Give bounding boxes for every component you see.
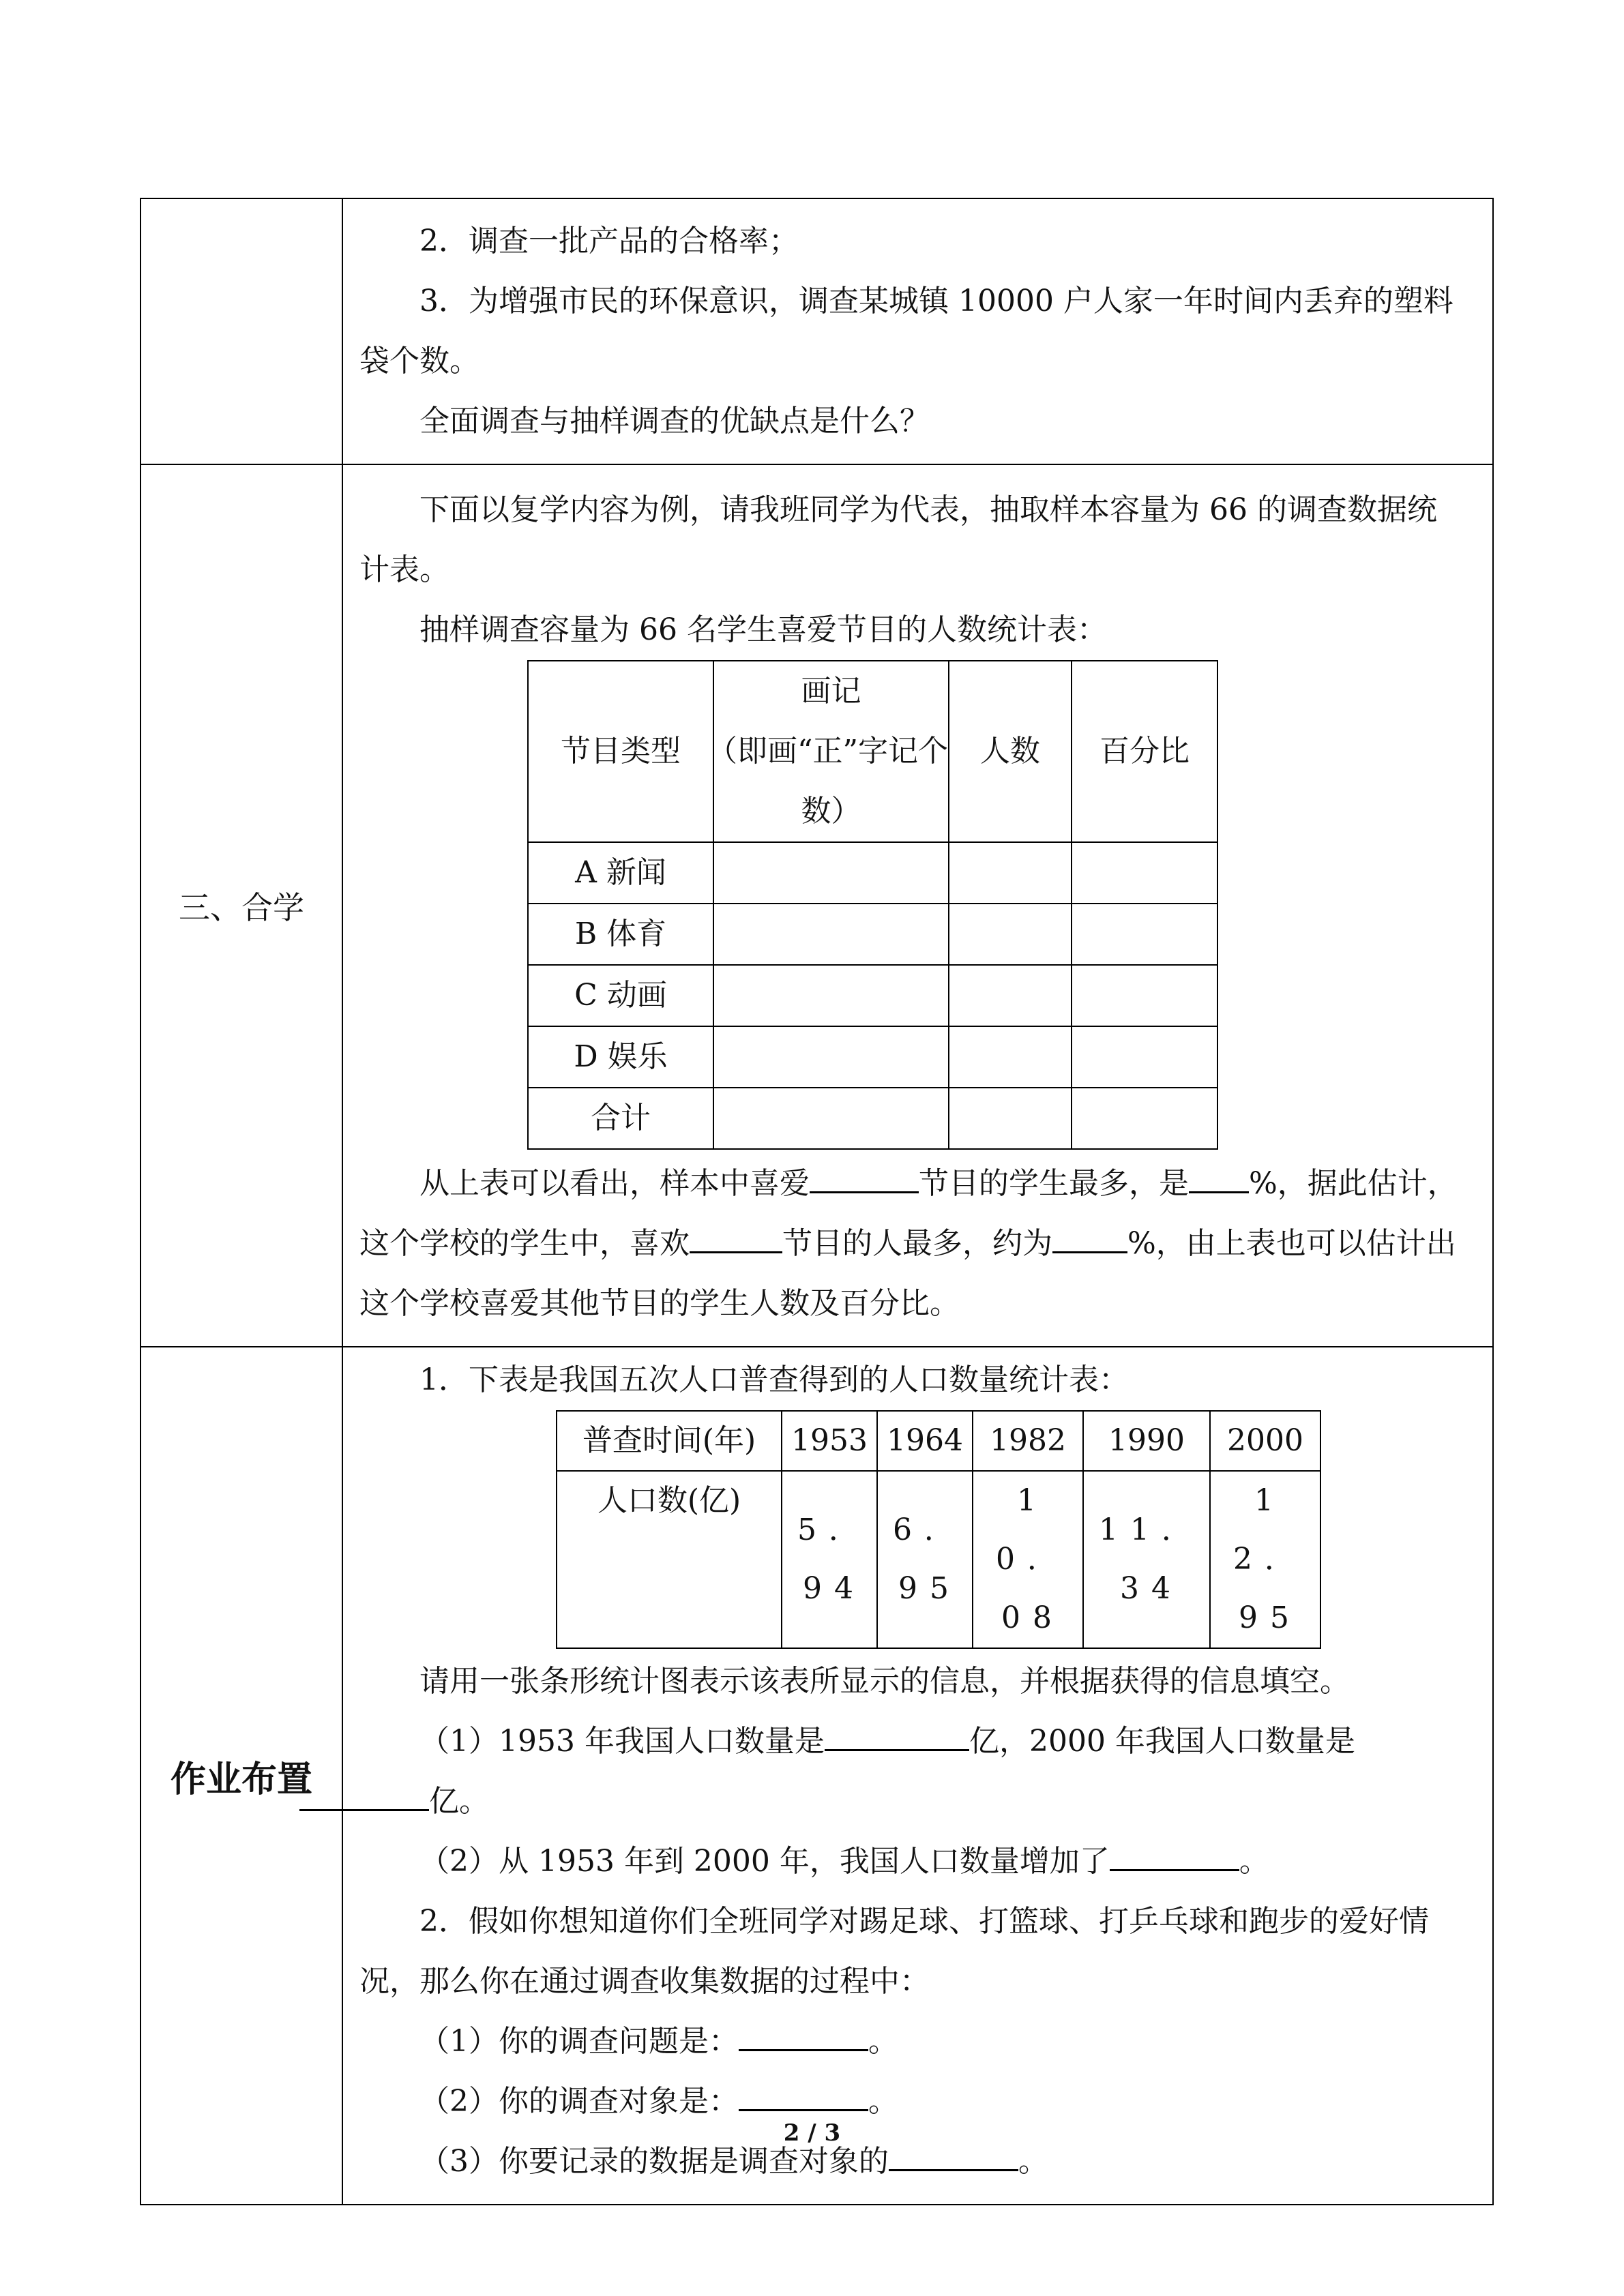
- blank-fill[interactable]: [825, 1722, 969, 1751]
- header-tally: 画记 （即画“正”字记个 数）: [713, 661, 949, 842]
- blank-fill[interactable]: [690, 1224, 782, 1253]
- lesson-plan-table: [140, 198, 1494, 2205]
- table-row: [528, 904, 1217, 965]
- census-year: 2000: [1210, 1411, 1320, 1471]
- row-label: 合计: [528, 1088, 713, 1149]
- table-row: [528, 842, 1217, 904]
- tally-cell[interactable]: [713, 1026, 949, 1088]
- header-program-type: 节目类型: [528, 661, 713, 842]
- census-year: 1990: [1083, 1411, 1210, 1471]
- count-cell[interactable]: [949, 842, 1072, 904]
- census-year: 1964: [877, 1411, 973, 1471]
- conclusion-text: 从上表可以看出，样本中喜爱 节目的学生最多，是 %，据此估计，这个学校的学生中，喜欢 节目的人最多，约为 %，由上表也可以估计出这个学校喜爱其他节目的学生人数及百分比。: [359, 1154, 1465, 1334]
- intro-text: 下面以复学内容为例，请我班同学为代表，抽取样本容量为 66 的调查数据统计表。: [359, 492, 1437, 587]
- table-caption: 抽样调查容量为 66 名学生喜爱节目的人数统计表：: [419, 612, 1107, 647]
- row-label: C 动画: [528, 965, 713, 1026]
- homework-q2-2: （2）你的调查对象是： 。: [359, 2072, 1465, 2132]
- row-label: B 体育: [528, 904, 713, 965]
- tally-cell[interactable]: [713, 965, 949, 1026]
- header-percentage: 百分比: [1072, 661, 1217, 842]
- section-label-homework: 作业布置: [141, 1347, 342, 2205]
- homework-q1-instruction: 请用一张条形统计图表示该表所显示的信息，并根据获得的信息填空。: [419, 1664, 1350, 1699]
- survey-table: [527, 660, 1218, 1150]
- census-year: 1953: [782, 1411, 877, 1471]
- survey-table-header: [528, 661, 1217, 842]
- table-row: [528, 1088, 1217, 1149]
- homework-q2: 2．假如你想知道你们全班同学对踢足球、打篮球、打乒乓球和跑步的爱好情况，那么你在通过调查收集数据的过程中：: [359, 1904, 1429, 1999]
- count-cell[interactable]: [949, 965, 1072, 1026]
- population-label: 人口数(亿): [557, 1471, 782, 1648]
- percent-cell[interactable]: [1072, 842, 1217, 904]
- blank-fill[interactable]: [739, 2082, 868, 2111]
- percent-cell[interactable]: [1072, 904, 1217, 965]
- row-label: D 娱乐: [528, 1026, 713, 1088]
- section-content-homework: [342, 1347, 1493, 2205]
- blank-fill[interactable]: [739, 2022, 868, 2051]
- population-value: 5．94: [782, 1471, 877, 1648]
- tally-cell[interactable]: [713, 904, 949, 965]
- population-value: 10．08: [973, 1471, 1083, 1648]
- count-cell[interactable]: [949, 1088, 1072, 1149]
- section-label-empty: [141, 198, 342, 464]
- example-line-2: 2．调查一批产品的合格率；: [419, 224, 799, 258]
- percent-cell[interactable]: [1072, 965, 1217, 1026]
- page-number: 2 / 3: [783, 2119, 841, 2147]
- question-pros-cons: 全面调查与抽样调查的优缺点是什么？: [419, 404, 930, 438]
- count-cell[interactable]: [949, 904, 1072, 965]
- percent-cell[interactable]: [1072, 1088, 1217, 1149]
- table-row: [528, 965, 1217, 1026]
- tally-cell[interactable]: [713, 1088, 949, 1149]
- blank-fill[interactable]: [810, 1164, 919, 1193]
- census-year-label: 普查时间(年): [557, 1411, 782, 1471]
- section-label-cooperative: 三、合学: [141, 464, 342, 1347]
- blank-fill[interactable]: [1110, 1842, 1239, 1871]
- homework-q2-3: （3）你要记录的数据是调查对象的 。: [359, 2132, 1465, 2192]
- population-value: 6．95: [877, 1471, 973, 1648]
- homework-q1-1: （1）1953 年我国人口数量是 亿，2000 年我国人口数量是 亿。: [359, 1712, 1465, 1832]
- example-line-3: 3．为增强市民的环保意识，调查某城镇 10000 户人家一年时间内丢弃的塑料袋个数。: [359, 284, 1453, 378]
- census-year: 1982: [973, 1411, 1083, 1471]
- blank-fill[interactable]: [1052, 1224, 1127, 1253]
- section-content-cooperative: [342, 464, 1493, 1347]
- population-table: [556, 1410, 1321, 1649]
- count-cell[interactable]: [949, 1026, 1072, 1088]
- header-count: 人数: [949, 661, 1072, 842]
- homework-q2-1: （1）你的调查问题是： 。: [359, 2012, 1465, 2072]
- homework-q1: 1．下表是我国五次人口普查得到的人口数量统计表：: [419, 1362, 1129, 1397]
- population-years-row: [557, 1411, 1320, 1471]
- table-row: [528, 1026, 1217, 1088]
- homework-q1-2: （2）从 1953 年到 2000 年，我国人口数量增加了 。: [359, 1832, 1465, 1892]
- section-content-survey-examples: [342, 198, 1493, 464]
- blank-fill[interactable]: [1189, 1164, 1249, 1193]
- population-value: 11．34: [1083, 1471, 1210, 1648]
- row-label: A 新闻: [528, 842, 713, 904]
- blank-fill[interactable]: [299, 1782, 429, 1811]
- tally-cell[interactable]: [713, 842, 949, 904]
- percent-cell[interactable]: [1072, 1026, 1217, 1088]
- population-value: 12．95: [1210, 1471, 1320, 1648]
- population-values-row: [557, 1471, 1320, 1648]
